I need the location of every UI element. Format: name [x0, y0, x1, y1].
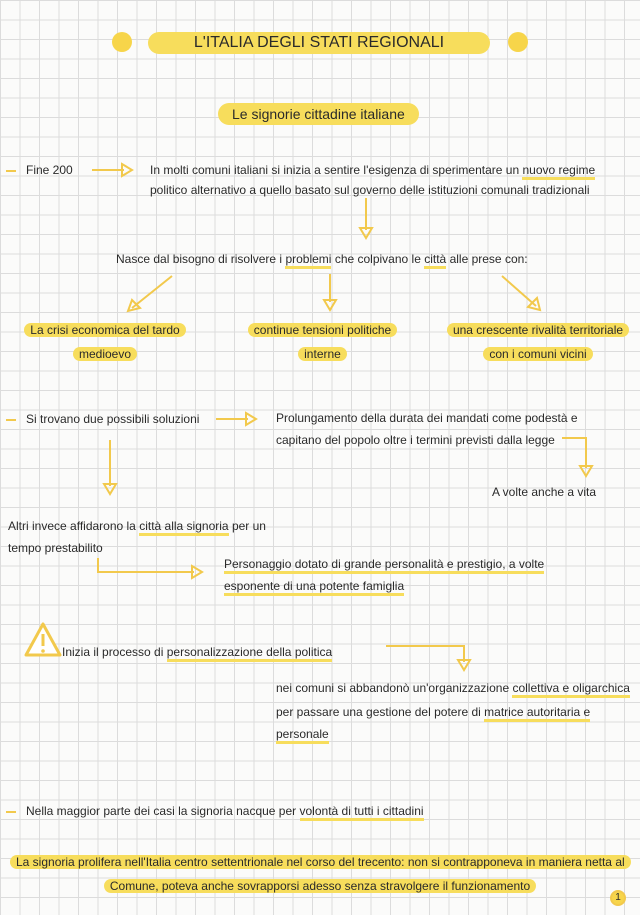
- problem-item: La crisi economica del tardo medioevo: [20, 320, 190, 364]
- arrow-corner-down-icon: [562, 432, 594, 480]
- page-title: L'ITALIA DEGLI STATI REGIONALI: [148, 32, 490, 54]
- process-text: Inizia il processo di personalizzazione della politica: [62, 642, 332, 662]
- cause-text: Nasce dal bisogno di risolvere i problemi che colpivano le città alle prese con:: [116, 249, 528, 269]
- arrow-corner-right-icon: [96, 558, 208, 580]
- person-line1: Personaggio dotato di grande personalità e prestigio, a volte: [224, 554, 544, 574]
- section-fine-200-line2: politico alternativo a quello basato sul governo delle istituzioni comunali tradizionali: [150, 183, 590, 197]
- solution-2-line2: tempo prestabilito: [8, 541, 103, 555]
- bullet-dash: [6, 811, 16, 813]
- page-subtitle: Le signorie cittadine italiane: [218, 103, 419, 125]
- bullet-dash: [6, 170, 16, 172]
- person-line2: esponente di una potente famiglia: [224, 576, 404, 596]
- page-number: 1: [610, 890, 626, 906]
- bullet-dash: [6, 419, 16, 421]
- title-left-dot: [112, 32, 132, 52]
- arrow-down-icon: [323, 274, 337, 314]
- problem-item: continue tensioni politiche interne: [240, 320, 405, 364]
- arrow-down-icon: [359, 198, 373, 242]
- solution-1-note: A volte anche a vita: [492, 485, 597, 499]
- solution-1-line2: capitano del popolo oltre i termini previsti dalla legge: [276, 433, 555, 447]
- conclusion-line2: Comune, poteva anche sovrapporsi adesso senza stravolgere il funzionamento: [10, 876, 630, 896]
- solution-2-line1: Altri invece affidarono la città alla signoria per un: [8, 516, 266, 536]
- arrow-right-icon: [92, 163, 134, 177]
- title-right-dot: [508, 32, 528, 52]
- arrow-down-right-icon: [500, 274, 544, 314]
- arrow-down-left-icon: [126, 274, 174, 314]
- arrow-right-icon: [216, 412, 260, 426]
- will-text: Nella maggior parte dei casi la signoria nacque per volontà di tutti i cittadini: [26, 801, 424, 821]
- process-detail-line2: per passare una gestione del potere di matrice autoritaria e: [276, 702, 590, 722]
- section-fine-200-label: Fine 200: [26, 163, 73, 177]
- problem-item: una crescente rivalità territoriale con i comuni vicini: [440, 320, 636, 364]
- section-fine-200-line1: In molti comuni italiani si inizia a sentire l'esigenza di sperimentare un nuovo regime: [150, 160, 595, 180]
- warning-icon: [24, 622, 62, 658]
- process-detail-line3: personale: [276, 724, 329, 744]
- process-detail-line1: nei comuni si abbandonò un'organizzazione collettiva e oligarchica: [276, 678, 630, 698]
- solutions-label: Si trovano due possibili soluzioni: [26, 412, 200, 426]
- conclusion-line1: La signoria prolifera nell'Italia centro settentrionale nel corso del trecento: non si contrapponeva in maniera netta al: [10, 852, 630, 872]
- arrow-down-icon: [103, 440, 117, 498]
- solution-1-line1: Prolungamento della durata dei mandati come podestà e: [276, 411, 578, 425]
- arrow-corner-down-icon: [386, 640, 472, 674]
